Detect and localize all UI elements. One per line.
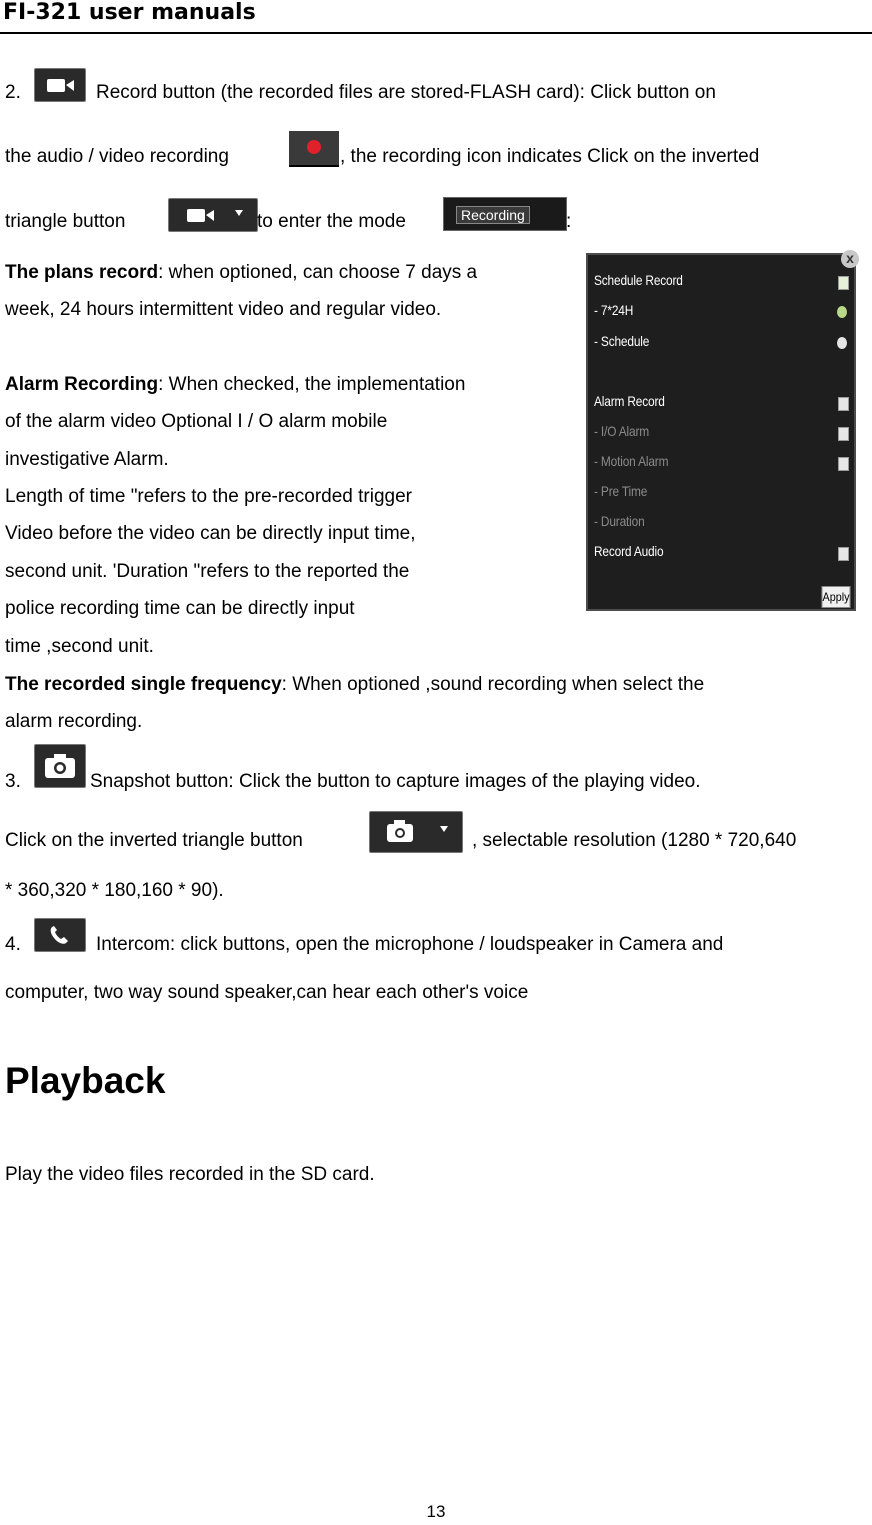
- schedule-record-checkbox[interactable]: [838, 276, 849, 290]
- plans-line1: [5, 262, 477, 284]
- item2-text-line3b: to enter the mode: [257, 211, 406, 232]
- item3-number: 3.: [5, 771, 21, 792]
- motion-alarm-label: - Motion Alarm: [594, 453, 669, 469]
- recording-badge-label: Recording: [456, 206, 530, 224]
- alarm-record-label: Alarm Record: [594, 393, 665, 409]
- record-button-icon: [34, 68, 86, 102]
- alarm-text1: : When checked, the implementation: [158, 374, 466, 395]
- alarm-record-checkbox[interactable]: [838, 397, 849, 411]
- alarm-line4: Length of time "refers to the pre-recorded trigger: [5, 486, 413, 507]
- snapshot-camera-icon: [34, 744, 86, 788]
- motion-alarm-checkbox[interactable]: [838, 457, 849, 471]
- alarm-line6: second unit. 'Duration "refers to the reported the: [5, 561, 410, 582]
- item3-text-line2a: Click on the inverted triangle button: [5, 830, 303, 851]
- plans-line2: week, 24 hours intermittent video and regular video.: [5, 299, 442, 320]
- recording-settings-panel: [586, 253, 856, 611]
- playback-heading: Playback: [5, 1060, 166, 1101]
- duration-label: - Duration: [594, 513, 645, 529]
- alarm-line8: time ,second unit.: [5, 636, 154, 657]
- snapshot-dropdown-button-icon: [369, 811, 463, 853]
- io-alarm-checkbox[interactable]: [838, 427, 849, 441]
- recording-badge: [443, 197, 567, 231]
- opt-724h-label: - 7*24H: [594, 302, 634, 318]
- alarm-line3: investigative Alarm.: [5, 449, 169, 470]
- opt-schedule-radio[interactable]: [837, 337, 847, 349]
- single-line2: alarm recording.: [5, 711, 143, 732]
- item3-text-line2b: , selectable resolution (1280 * 720,640: [472, 830, 797, 851]
- page-header: [0, 0, 872, 34]
- manual-title: FI-321 user manuals: [3, 0, 256, 25]
- playback-text: Play the video files recorded in the SD card.: [5, 1164, 375, 1185]
- pre-time-label: - Pre Time: [594, 483, 648, 499]
- item2-text-line3c: :: [566, 211, 572, 232]
- alarm-line1: [5, 374, 465, 396]
- item2-text-line2a: the audio / video recording: [5, 146, 229, 167]
- alarm-label: Alarm Recording: [5, 374, 159, 395]
- opt-schedule-label: - Schedule: [594, 333, 650, 349]
- item2-text-line1: Record button (the recorded files are stored-FLASH card): Click button on: [96, 82, 716, 103]
- close-icon[interactable]: x: [841, 250, 859, 268]
- io-alarm-label: - I/O Alarm: [594, 423, 649, 439]
- item4-text-line2: computer, two way sound speaker,can hear each other's voice: [5, 982, 529, 1003]
- recording-dot-icon: [289, 131, 339, 167]
- plans-text1: : when optioned, can choose 7 days a: [158, 262, 478, 283]
- single-text1: : When optioned ,sound recording when select the: [281, 674, 705, 695]
- opt-724h-radio[interactable]: [837, 306, 847, 318]
- apply-button[interactable]: Apply: [822, 586, 851, 608]
- item4-number: 4.: [5, 934, 21, 955]
- item3-text-line1: Snapshot button: Click the button to capture images of the playing video.: [90, 771, 701, 792]
- item2-number: 2.: [5, 82, 21, 103]
- record-audio-label: Record Audio: [594, 543, 664, 559]
- item4-text-line1: Intercom: click buttons, open the microphone / loudspeaker in Camera and: [96, 934, 724, 955]
- schedule-record-label: Schedule Record: [594, 272, 683, 288]
- alarm-line5: Video before the video can be directly input time,: [5, 523, 416, 544]
- page-number: 13: [426, 1502, 446, 1521]
- item3-text-line3: * 360,320 * 180,160 * 90).: [5, 880, 224, 901]
- item2-text-line2b: , the recording icon indicates Click on the inverted: [340, 146, 760, 167]
- alarm-line2: of the alarm video Optional I / O alarm mobile: [5, 411, 388, 432]
- record-dropdown-button-icon: [168, 198, 258, 232]
- single-line1: [5, 674, 704, 696]
- single-label: The recorded single frequency: [5, 674, 282, 695]
- record-audio-checkbox[interactable]: [838, 547, 849, 561]
- alarm-line7: police recording time can be directly input: [5, 598, 355, 619]
- phone-icon: [34, 918, 86, 952]
- item2-text-line3a: triangle button: [5, 211, 126, 232]
- plans-label: The plans record: [5, 262, 159, 283]
